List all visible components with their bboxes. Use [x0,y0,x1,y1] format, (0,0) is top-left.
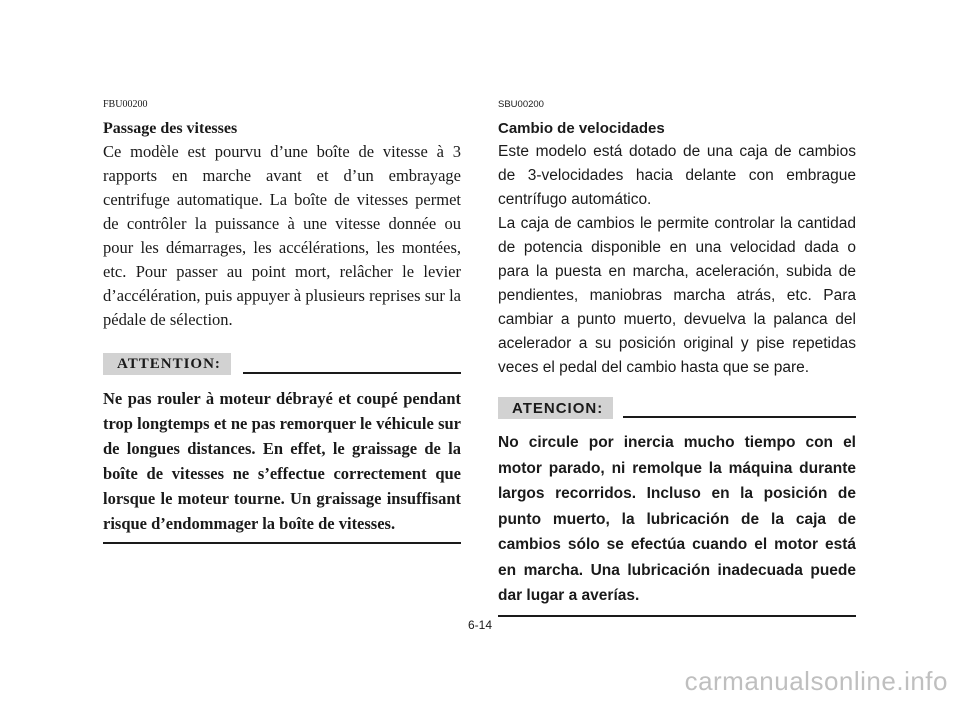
section-code: SBU00200 [498,99,544,110]
warning-text: No circule por inercia mucho tiempo con el motor parado, ni remolque la máquina durante largos recorridos. Incluso en la posición de punto muerto, la lubricación de la caja de cambios sólo se efectúa cuando el motor está en marcha. Una lubricación inadecuada puede dar lugar a averías. [498,434,856,604]
warning-end-rule [103,542,461,544]
section-code: FBU00200 [103,99,148,110]
spanish-column [498,98,856,617]
attention-header [103,352,461,376]
attention-label: ATTENTION: [103,353,231,375]
section-title: Cambio de velocidades [498,120,665,137]
warning-end-rule [498,615,856,617]
page-number: 6-14 [467,618,493,632]
watermark: carmanualsonline.info [684,666,948,696]
attention-label: ATENCION: [498,397,613,419]
attention-rule [623,416,856,418]
body-paragraph: Ce modèle est pourvu d’une boîte de vitesse à 3 rapports en marche avant et d’un embrayage centrifuge automatique. La boîte de vitesses permet de contrôler la puissance à une vitesse donnée ou pour les démarrages, les accélérations, les montées, etc. Pour passer au point mort, relâcher le levier d’accélération, puis appuyer à plusieurs reprises sur la pédale de sélection. [103,142,461,329]
body-paragraph: La caja de cambios le permite controlar la cantidad de potencia disponible en una velocidad dada o para la puesta en marcha, aceleración, subida de pendientes, maniobras marcha atrás, etc. Para cambiar a punto muerto, devuelva la palanca del acelerador a su posición original y pise repetidas veces el pedal del cambio hasta que se pare. [498,215,856,376]
warning-text: Ne pas rouler à moteur débrayé et coupé pendant trop longtemps et ne pas remorquer le véhicule sur de longues distances. En effet, le graissage de la boîte de vitesses ne s’effectue correctement que lorsque le moteur tourne. Un graissage insuffisant risque d’endommager la boîte de vitesses. [103,389,461,533]
french-column [103,98,461,544]
section-title: Passage des vitesses [103,120,238,137]
body-paragraph: Este modelo está dotado de una caja de cambios de 3-velocidades hacia delante con embrague centrífugo automático. [498,143,856,208]
attention-rule [243,372,461,374]
attention-header [498,396,856,420]
